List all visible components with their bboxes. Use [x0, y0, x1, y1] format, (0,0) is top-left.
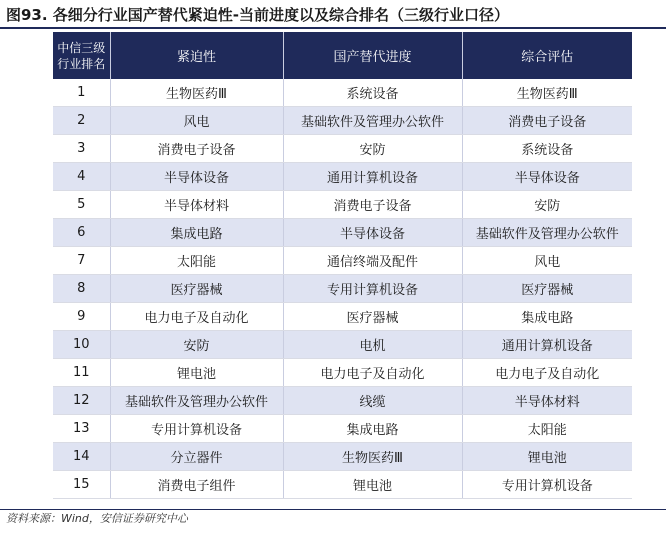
table-row: [53, 247, 632, 275]
table-row: [53, 79, 632, 107]
overall-cell: 半导体设备: [462, 163, 632, 191]
overall-cell: 医疗器械: [462, 275, 632, 303]
overall-cell: 安防: [462, 191, 632, 219]
table-row: [53, 107, 632, 135]
table-header-row: [53, 32, 632, 79]
urgency-cell: 消费电子组件: [110, 471, 283, 499]
progress-cell: 锂电池: [283, 471, 462, 499]
table-row: [53, 443, 632, 471]
source-note: 资料来源：Wind，安信证券研究中心: [6, 512, 188, 525]
table-row: [53, 415, 632, 443]
rank-cell: 14: [53, 443, 110, 471]
progress-cell: 消费电子设备: [283, 191, 462, 219]
urgency-cell: 消费电子设备: [110, 135, 283, 163]
progress-cell: 专用计算机设备: [283, 275, 462, 303]
rank-cell: 7: [53, 247, 110, 275]
overall-cell: 太阳能: [462, 415, 632, 443]
rank-cell: 6: [53, 219, 110, 247]
rank-cell: 2: [53, 107, 110, 135]
urgency-cell: 医疗器械: [110, 275, 283, 303]
progress-cell: 电力电子及自动化: [283, 359, 462, 387]
table-row: [53, 191, 632, 219]
title-divider: [0, 27, 666, 29]
progress-cell: 安防: [283, 135, 462, 163]
urgency-cell: 安防: [110, 331, 283, 359]
urgency-cell: 分立器件: [110, 443, 283, 471]
rank-cell: 15: [53, 471, 110, 499]
overall-cell: 生物医药Ⅲ: [462, 79, 632, 107]
header-progress: 国产替代进度: [283, 32, 462, 79]
figure-title: 图93. 各细分行业国产替代紧迫性-当前进度以及综合排名（三级行业口径）: [6, 6, 510, 24]
table-row: [53, 219, 632, 247]
table-row: [53, 135, 632, 163]
overall-cell: 集成电路: [462, 303, 632, 331]
progress-cell: 通信终端及配件: [283, 247, 462, 275]
overall-cell: 消费电子设备: [462, 107, 632, 135]
overall-cell: 系统设备: [462, 135, 632, 163]
urgency-cell: 半导体设备: [110, 163, 283, 191]
progress-cell: 系统设备: [283, 79, 462, 107]
overall-cell: 电力电子及自动化: [462, 359, 632, 387]
table-row: [53, 471, 632, 499]
rank-cell: 4: [53, 163, 110, 191]
progress-cell: 线缆: [283, 387, 462, 415]
table-row: [53, 359, 632, 387]
progress-cell: 集成电路: [283, 415, 462, 443]
table-row: [53, 387, 632, 415]
overall-cell: 基础软件及管理办公软件: [462, 219, 632, 247]
progress-cell: 生物医药Ⅲ: [283, 443, 462, 471]
overall-cell: 通用计算机设备: [462, 331, 632, 359]
table-row: [53, 331, 632, 359]
overall-cell: 专用计算机设备: [462, 471, 632, 499]
rank-cell: 1: [53, 79, 110, 107]
progress-cell: 基础软件及管理办公软件: [283, 107, 462, 135]
overall-cell: 锂电池: [462, 443, 632, 471]
progress-cell: 电机: [283, 331, 462, 359]
urgency-cell: 锂电池: [110, 359, 283, 387]
rank-cell: 12: [53, 387, 110, 415]
rank-cell: 8: [53, 275, 110, 303]
rank-cell: 5: [53, 191, 110, 219]
rank-cell: 3: [53, 135, 110, 163]
rank-cell: 11: [53, 359, 110, 387]
urgency-cell: 专用计算机设备: [110, 415, 283, 443]
urgency-cell: 生物医药Ⅲ: [110, 79, 283, 107]
table-row: [53, 163, 632, 191]
rank-cell: 10: [53, 331, 110, 359]
urgency-cell: 半导体材料: [110, 191, 283, 219]
header-rank: 中信三级 行业排名: [53, 32, 110, 79]
urgency-cell: 太阳能: [110, 247, 283, 275]
overall-cell: 半导体材料: [462, 387, 632, 415]
urgency-cell: 风电: [110, 107, 283, 135]
urgency-cell: 电力电子及自动化: [110, 303, 283, 331]
ranking-table: [53, 32, 632, 499]
overall-cell: 风电: [462, 247, 632, 275]
progress-cell: 通用计算机设备: [283, 163, 462, 191]
rank-cell: 9: [53, 303, 110, 331]
rank-cell: 13: [53, 415, 110, 443]
progress-cell: 医疗器械: [283, 303, 462, 331]
urgency-cell: 基础软件及管理办公软件: [110, 387, 283, 415]
header-overall: 综合评估: [462, 32, 632, 79]
table-row: [53, 275, 632, 303]
progress-cell: 半导体设备: [283, 219, 462, 247]
urgency-cell: 集成电路: [110, 219, 283, 247]
table-row: [53, 303, 632, 331]
header-urgency: 紧迫性: [110, 32, 283, 79]
